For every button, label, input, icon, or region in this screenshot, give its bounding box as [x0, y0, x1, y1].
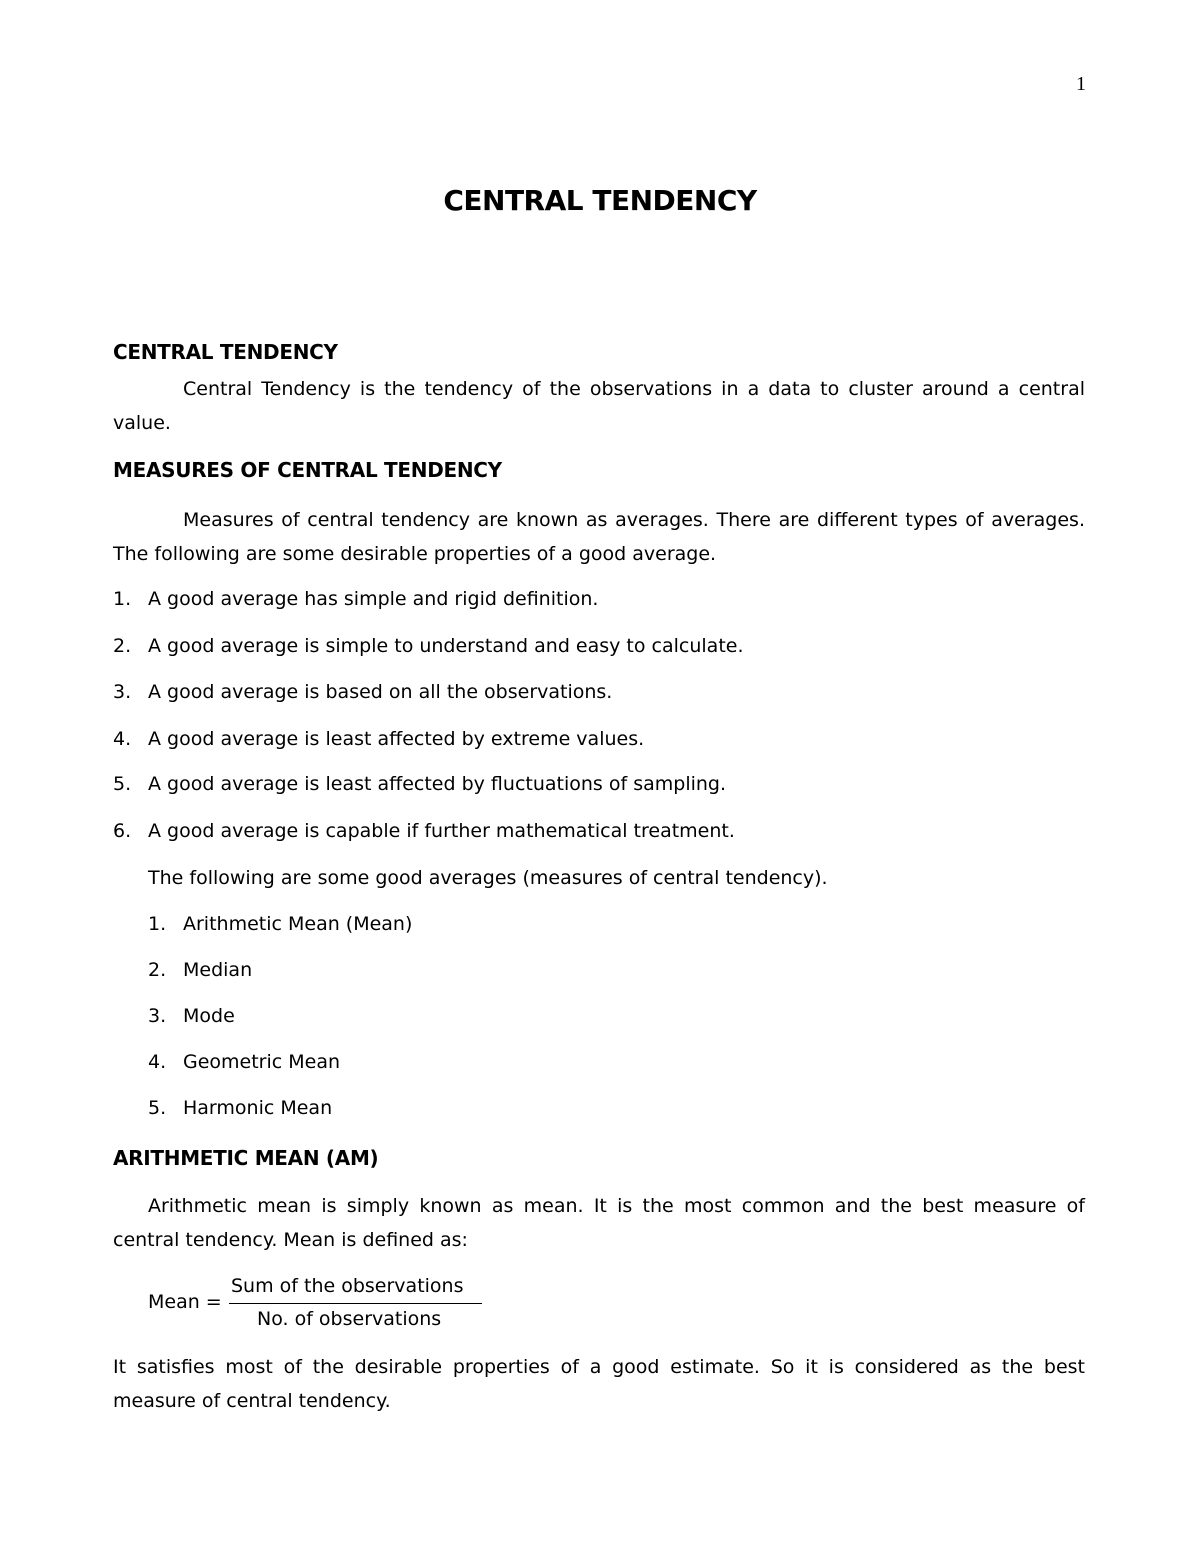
property-text: A good average is based on all the observations. — [148, 681, 613, 703]
property-number: 3. — [113, 681, 132, 703]
formula-denominator: No. of observations — [257, 1308, 442, 1330]
average-item: Median — [183, 959, 253, 981]
property-text: A good average is least affected by fluctuations of sampling. — [148, 773, 727, 795]
property-number: 2. — [113, 635, 132, 657]
property-text: A good average is least affected by extreme values. — [148, 728, 645, 750]
average-item: Arithmetic Mean (Mean) — [183, 913, 413, 935]
property-number: 6. — [113, 820, 132, 842]
average-number: 5. — [148, 1097, 167, 1119]
property-text: A good average is capable if further mathematical treatment. — [148, 820, 735, 842]
property-text: A good average is simple to understand and easy to calculate. — [148, 635, 744, 657]
central-tendency-text: Central Tendency is the tendency of the observations in a data to cluster around a central value. — [113, 378, 1085, 434]
page-title: CENTRAL TENDENCY — [443, 184, 757, 217]
section-heading-arithmetic-mean: ARITHMETIC MEAN (AM) — [113, 1146, 379, 1170]
section-heading-measures: MEASURES OF CENTRAL TENDENCY — [113, 458, 502, 482]
fraction-bar — [229, 1303, 482, 1304]
arithmetic-mean-paragraph: Arithmetic mean is simply known as mean. It is the most common and the best measure of central tendency. Mean is defined as: — [113, 1195, 1085, 1251]
closing-paragraph: It satisfies most of the desirable properties of a good estimate. So it is considered as the best measure of central tendency. — [113, 1356, 1085, 1412]
average-item: Geometric Mean — [183, 1051, 341, 1073]
property-number: 4. — [113, 728, 132, 750]
average-number: 1. — [148, 913, 167, 935]
measures-text: Measures of central tendency are known as averages. There are different types of averages. The following are some desirable properties of a good average. — [113, 509, 1085, 565]
average-number: 2. — [148, 959, 167, 981]
measures-paragraph — [113, 503, 1085, 571]
page-number: 1 — [1076, 73, 1086, 95]
property-number: 5. — [113, 773, 132, 795]
average-item: Harmonic Mean — [183, 1097, 333, 1119]
average-item: Mode — [183, 1005, 235, 1027]
section-heading-central-tendency: CENTRAL TENDENCY — [113, 340, 338, 364]
average-number: 3. — [148, 1005, 167, 1027]
average-number: 4. — [148, 1051, 167, 1073]
formula-lhs: Mean = — [148, 1291, 222, 1313]
property-text: A good average has simple and rigid definition. — [148, 588, 599, 610]
formula-numerator: Sum of the observations — [231, 1275, 464, 1297]
property-number: 1. — [113, 588, 132, 610]
central-tendency-paragraph — [113, 372, 1085, 440]
averages-intro: The following are some good averages (measures of central tendency). — [148, 867, 828, 889]
